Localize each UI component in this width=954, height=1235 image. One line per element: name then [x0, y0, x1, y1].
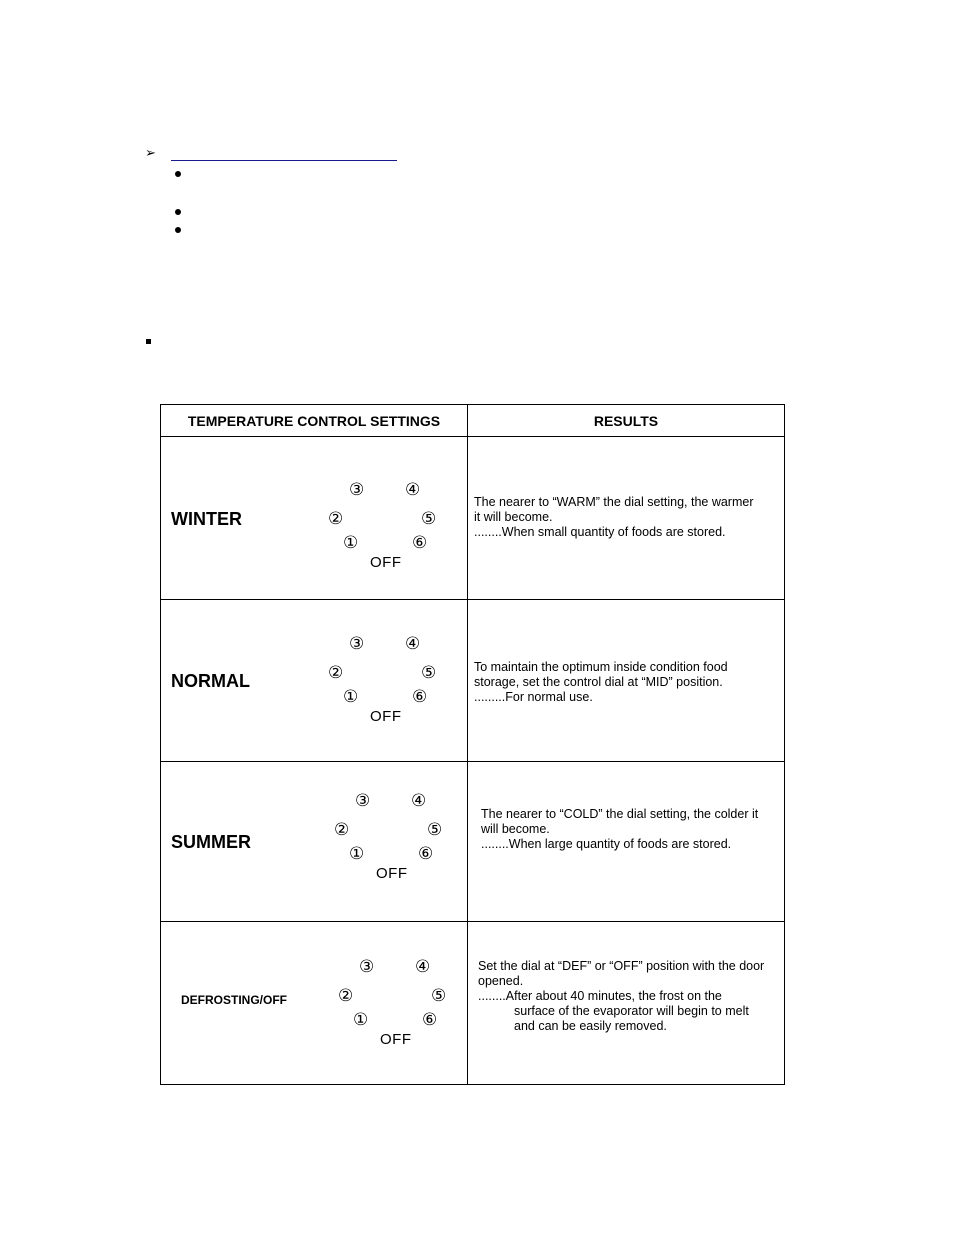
dial-position-3: ③ [359, 957, 375, 977]
dial-diagram-normal [325, 635, 435, 725]
dial-off-label: OFF [370, 554, 402, 571]
dial-diagram-summer [331, 792, 441, 882]
dial-position-6: ⑥ [422, 1010, 438, 1030]
dial-position-3: ③ [349, 480, 365, 500]
dial-position-3: ③ [355, 791, 371, 811]
dial-position-5: ⑤ [427, 820, 443, 840]
dial-position-4: ④ [411, 791, 427, 811]
result-text-normal: To maintain the optimum inside condition food storage, set the control dial at “MID” position. .........For normal use. [474, 660, 728, 704]
dial-position-2: ② [338, 986, 354, 1006]
bullet-dot-icon [175, 171, 181, 177]
dial-diagram-defrosting [335, 958, 445, 1048]
dial-off-label: OFF [376, 865, 408, 882]
dial-position-5: ⑤ [431, 986, 447, 1006]
result-text-winter: The nearer to “WARM” the dial setting, the warmer it will become. ........When small quantity of foods are stored. [474, 495, 754, 539]
result-text-defrosting: Set the dial at “DEF” or “OFF” position with the door opened. ........After about 40 minutes, the frost on the surface of the evaporator will begin to melt and can be easily removed. [478, 959, 765, 1033]
row-divider [161, 436, 784, 437]
dial-position-2: ② [328, 509, 344, 529]
bullet-dot-icon [175, 209, 181, 215]
dial-position-6: ⑥ [412, 533, 428, 553]
dial-off-label: OFF [380, 1031, 412, 1048]
dial-off-label: OFF [370, 708, 402, 725]
row-divider [161, 921, 784, 922]
heading-link-underline[interactable] [171, 145, 397, 161]
dial-diagram-winter [325, 481, 435, 571]
dial-position-1: ① [353, 1010, 369, 1030]
dial-position-1: ① [349, 844, 365, 864]
arrow-bullet-icon: ➢ [145, 145, 156, 160]
season-label-defrosting: DEFROSTING/OFF [181, 993, 287, 1007]
dial-position-6: ⑥ [418, 844, 434, 864]
row-divider [161, 761, 784, 762]
season-label-winter: WINTER [171, 509, 242, 529]
season-label-normal: NORMAL [171, 671, 250, 691]
dial-position-1: ① [343, 533, 359, 553]
result-text-summer: The nearer to “COLD” the dial setting, the colder it will become. ........When large quantity of foods are stored. [481, 807, 759, 851]
dial-position-3: ③ [349, 634, 365, 654]
dial-position-1: ① [343, 687, 359, 707]
season-label-summer: SUMMER [171, 832, 251, 852]
square-bullet-icon [146, 339, 151, 344]
dial-position-2: ② [334, 820, 350, 840]
dial-position-5: ⑤ [421, 663, 437, 683]
dial-position-4: ④ [415, 957, 431, 977]
dial-position-2: ② [328, 663, 344, 683]
bullet-dot-icon [175, 227, 181, 233]
dial-position-6: ⑥ [412, 687, 428, 707]
temperature-settings-table [160, 404, 785, 1085]
dial-position-4: ④ [405, 634, 421, 654]
dial-position-4: ④ [405, 480, 421, 500]
column-divider [467, 405, 468, 1084]
row-divider [161, 599, 784, 600]
results-column-header: RESULTS [593, 412, 659, 429]
settings-column-header: TEMPERATURE CONTROL SETTINGS [187, 412, 441, 429]
dial-position-5: ⑤ [421, 509, 437, 529]
